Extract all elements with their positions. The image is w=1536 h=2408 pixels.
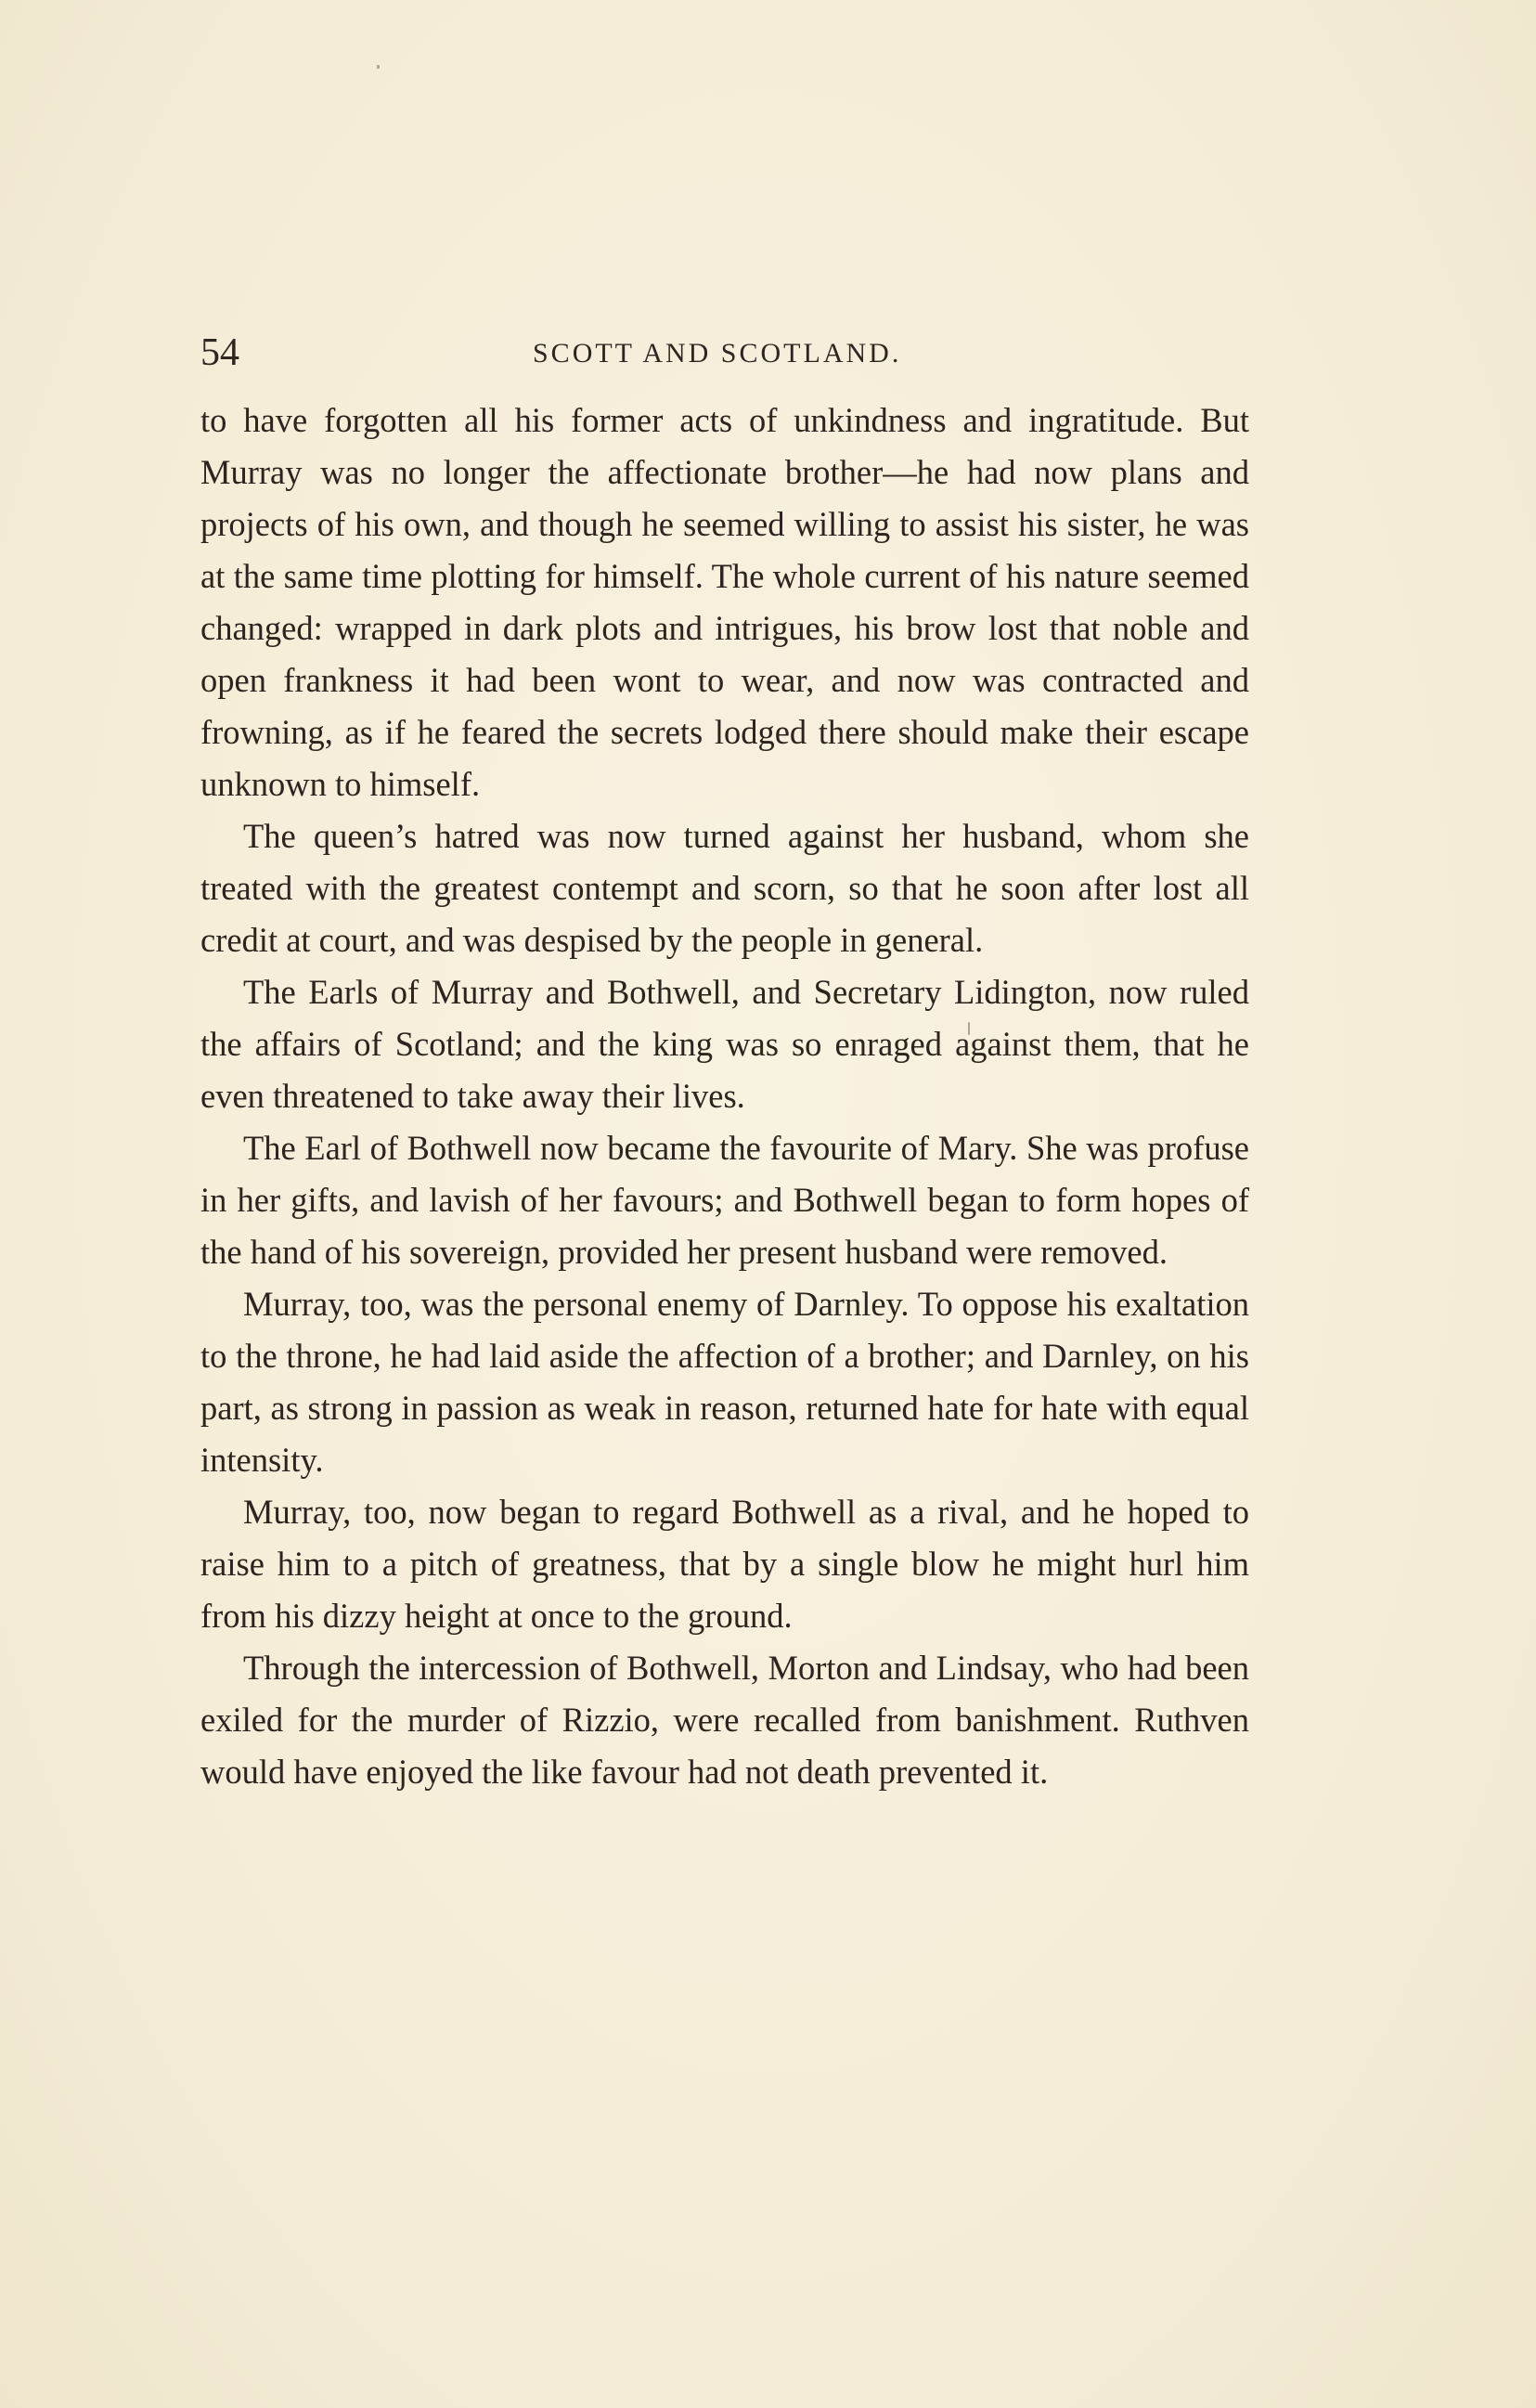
page-number: 54 (200, 331, 239, 374)
paragraph: The Earl of Bothwell now became the favourite of Mary. She was profuse in her gifts, and lavish of her favours; and Bothwell began to form hopes of the hand of his sovereign, provided her present husband were removed. (200, 1129, 1249, 1271)
paragraph: The Earls of Murray and Bothwell, and Secretary Lidington, now ruled the affairs of Scotland; and the king was so enraged against them, that he even threatened to take away their lives. (200, 973, 1249, 1115)
paragraph: The queen’s hatred was now turned against her husband, whom she treated with the greatest contempt and scorn, so that he soon after lost all credit at court, and was despised by the people in general. (200, 817, 1249, 959)
body-text (200, 395, 1249, 1798)
paragraph: Murray, too, now began to regard Bothwell as a rival, and he hoped to raise him to a pitch of greatness, that by a single blow he might hurl him from his dizzy height at once to the ground. (200, 1493, 1249, 1635)
paragraph: to have forgotten all his former acts of unkindness and ingratitude. But Murray was no longer the affectionate brother—he had now plans and projects of his own, and though he seemed willing to assist his sister, he was at the same time plotting for himself. The whole current of his nature seemed changed: wrapped in dark plots and intrigues, his brow lost that noble and open frankness it had been wont to wear, and now was contracted and frowning, as if he feared the secrets lodged there should make their escape unknown to himself. (200, 401, 1249, 803)
paragraph: Murray, too, was the personal enemy of Darnley. To oppose his exaltation to the throne, he had laid aside the affection of a brother; and Darnley, on his part, as strong in passion as weak in reason, returned hate for hate with equal intensity. (200, 1285, 1249, 1479)
page-header (200, 327, 1249, 379)
running-head: SCOTT AND SCOTLAND. (533, 338, 902, 369)
paragraph: Through the intercession of Bothwell, Morton and Lindsay, who had been exiled for the murder of Rizzio, were recalled from banishment. Ruthven would have enjoyed the like favour had not death prevented it. (200, 1649, 1249, 1791)
paper-speck (377, 65, 380, 69)
